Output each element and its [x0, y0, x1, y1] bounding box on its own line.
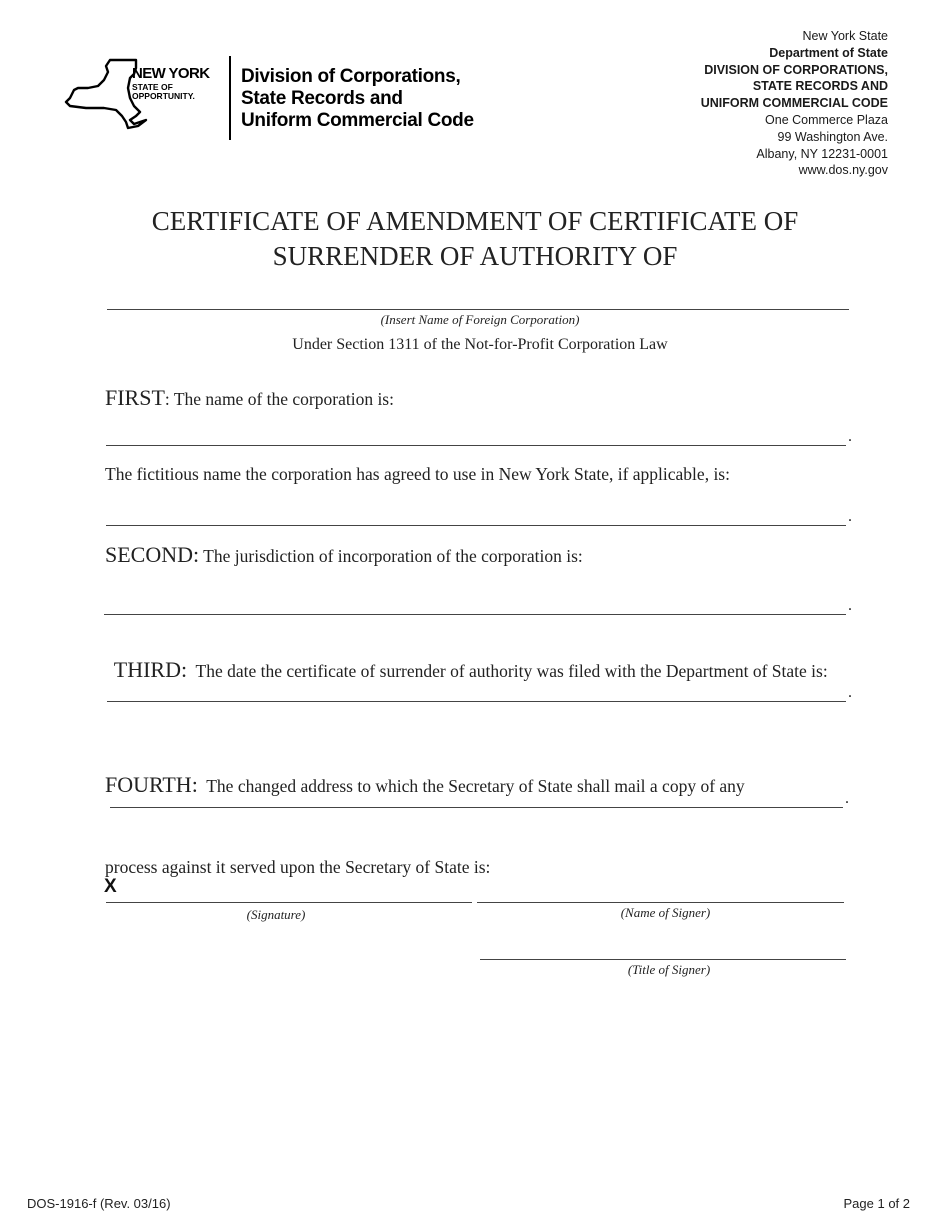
fourth-text-line2: process against it served upon the Secretary of State is:	[105, 857, 491, 877]
third-paragraph	[105, 629, 828, 685]
corporation-name-field[interactable]	[107, 309, 849, 310]
department-address	[701, 28, 888, 179]
logo-tagline-line1: STATE OF	[132, 82, 173, 92]
signer-title-caption: (Title of Signer)	[627, 962, 711, 977]
fourth-paragraph	[105, 717, 745, 908]
fourth-text-line1: The changed address to which the Secretary of State shall mail a copy of any	[197, 776, 745, 796]
fictitious-name-input[interactable]	[106, 525, 846, 526]
address-line: STATE RECORDS AND	[752, 79, 888, 94]
mailing-address-input[interactable]	[110, 807, 843, 808]
division-name-line1: Division of Corporations,	[241, 66, 461, 87]
division-name	[241, 66, 474, 132]
line-period: .	[845, 790, 849, 807]
second-label: SECOND:	[105, 542, 200, 567]
document-title	[0, 204, 950, 274]
jurisdiction-input[interactable]	[104, 614, 846, 615]
third-label: THIRD:	[113, 657, 188, 682]
signer-title-input[interactable]	[480, 959, 846, 960]
signature-caption: (Signature)	[246, 907, 306, 922]
logo-divider	[229, 56, 231, 140]
fictitious-name-paragraph: The fictitious name the corporation has agreed to use in New York State, if applicable, is:	[105, 464, 730, 484]
first-paragraph	[105, 384, 394, 413]
statute-reference: Under Section 1311 of the Not-for-Profit Corporation Law	[292, 336, 668, 353]
title-line2: SURRENDER OF AUTHORITY OF	[272, 241, 678, 271]
address-line: One Commerce Plaza	[765, 112, 888, 127]
address-line: New York State	[802, 29, 888, 43]
corporation-name-input[interactable]	[106, 445, 846, 446]
division-name-line2: State Records and	[241, 88, 403, 109]
fourth-label: FOURTH:	[105, 772, 198, 797]
signature-mark: X	[104, 876, 117, 897]
signer-name-input[interactable]	[477, 902, 844, 903]
logo-tagline	[132, 83, 195, 101]
second-text: The jurisdiction of incorporation of the corporation is:	[199, 546, 583, 566]
line-period: .	[848, 597, 852, 614]
line-period: .	[848, 684, 852, 701]
corporation-name-caption: (Insert Name of Foreign Corporation)	[380, 312, 580, 327]
signer-name-caption: (Name of Signer)	[620, 905, 711, 920]
surrender-date-input[interactable]	[107, 701, 846, 702]
address-line: Department of State	[769, 45, 888, 60]
website-link[interactable]: www.dos.ny.gov	[798, 163, 888, 178]
third-text: The date the certificate of surrender of authority was filed with the Department of State is:	[187, 661, 828, 681]
address-line: Albany, NY 12231-0001	[756, 146, 888, 161]
title-line1: CERTIFICATE OF AMENDMENT OF CERTIFICATE OF	[151, 206, 799, 236]
form-number: DOS-1916-f (Rev. 03/16)	[27, 1196, 171, 1211]
page-number: Page 1 of 2	[843, 1196, 910, 1211]
nys-logo	[64, 52, 494, 144]
division-name-line3: Uniform Commercial Code	[241, 110, 474, 131]
second-paragraph	[105, 541, 583, 570]
address-line: UNIFORM COMMERCIAL CODE	[700, 96, 888, 111]
first-text: : The name of the corporation is:	[164, 389, 394, 409]
first-label: FIRST	[105, 385, 165, 410]
signature-input[interactable]	[106, 902, 472, 903]
line-period: .	[848, 428, 852, 445]
address-line: DIVISION OF CORPORATIONS,	[704, 62, 888, 77]
address-line: 99 Washington Ave.	[777, 129, 888, 144]
line-period: .	[848, 508, 852, 525]
logo-tagline-line2: OPPORTUNITY.	[132, 91, 195, 101]
logo-state-name: NEW YORK	[132, 65, 210, 82]
